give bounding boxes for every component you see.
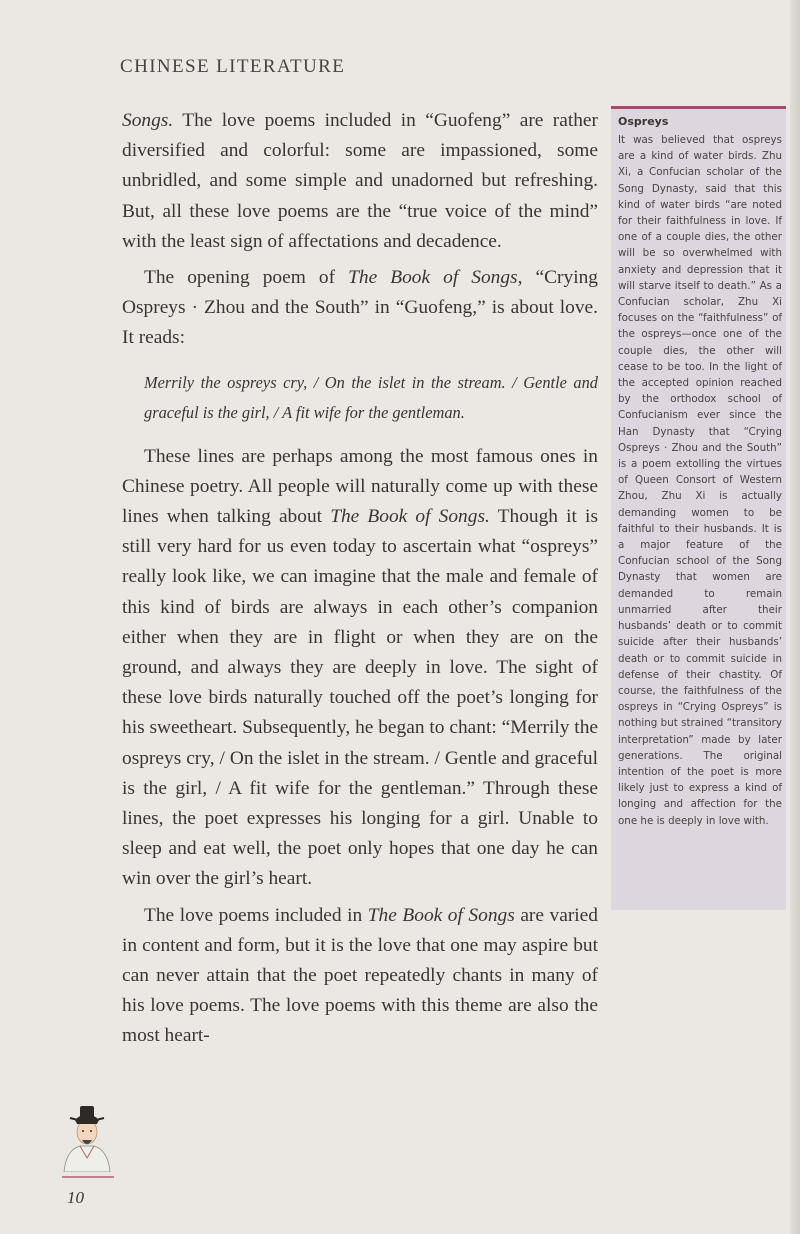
page-number: 10: [67, 1188, 84, 1207]
text-run: The opening poem of: [144, 267, 349, 289]
text-run: are varied in content and form, but it is the love that one may aspire but can never attain that the poet repeatedly chants in many of his love poems. The love poems with this theme are also the most heart-: [122, 904, 598, 1047]
paragraph-4: [122, 901, 598, 1052]
running-head: CHINESE LITERATURE: [120, 56, 346, 77]
footer-rule: [62, 1176, 114, 1178]
text-run: These lines are perhaps among the most famous ones in Chinese poetry. All people will naturally come up with these lines when talking about: [122, 445, 598, 528]
paragraph-3: [122, 442, 598, 895]
text-run: , “Crying Ospreys · Zhou and the South” in “Guofeng,” is about love. It reads:: [122, 267, 598, 349]
text-run: Though it is still very hard for us even today to ascertain what “ospreys” really look like, we can imagine that the male and female of this kind of birds are always in each other’s companion either when they are in flight or when they are on the ground, and always they are deeply in love. The sight of these love birds naturally touched off the poet’s longing for his sweetheart. Subsequently, he began to chant: “Merrily the ospreys cry, / On the islet in the stream. / Gentle and graceful is the girl, / A fit wife for the gentleman.” Through these lines, the poet expresses his longing for a girl. Unable to sleep and eat well, the poet only hopes that one day he can win over the girl’s heart.: [122, 506, 598, 890]
title-italic: Songs.: [122, 110, 174, 131]
main-text-column: [122, 106, 598, 1052]
text-run: The love poems included in “Guofeng” are rather diversified and colorful: some are impassioned, some unbridled, and some simple and unadorned but refreshing. But, all these love poems are the “true voice of the mind” with the least sign of affectations and decadence.: [122, 110, 598, 252]
title-italic: The Book of Songs: [367, 904, 515, 926]
sidebar-title: Ospreys: [618, 115, 669, 128]
sidebar-top-rule: [611, 106, 786, 109]
paragraph-2: [122, 263, 598, 354]
text-run: The love poems included in: [144, 904, 368, 926]
page-edge: [790, 0, 800, 1234]
paragraph-1: [122, 106, 598, 257]
sidebar-text: It was believed that ospreys are a kind of water birds. Zhu Xi, a Confucian scholar of the Song Dynasty, said that this kind of water birds “are noted for their faithfulness in love. If one of a couple dies, the other will be so overwhelmed with anxiety and depression that it will starve itself to death.” As a Confucian scholar, Zhu Xi focuses on the “faithfulness” of the ospreys—once one of the couple dies, the other will cease to be too. In the light of the accepted opinion reached by the orthodox school of Confucianism ever since the Han Dynasty that “Crying Ospreys · Zhou and the South” is a poem extolling the virtues of Queen Consort of Western Zhou, Zhu Xi is actually demanding women to be faithful to their husbands. It is a major feature of the Confucian school of the Song Dynasty that women are demanded to remain unmarried after their husbands’ death or to commit suicide after their husbands’ death or to commit suicide in defense of their chastity. Of course, the faithfulness of the ospreys in “Crying Ospreys” is nothing but strained “transitory interpretation” made by later generations. The original intention of the poet is more likely just to express a kind of longing and affection for the one he is deeply in love with.: [618, 134, 782, 827]
title-italic: The Book of Songs.: [330, 506, 490, 528]
scholar-portrait-icon: [58, 1098, 116, 1172]
poem-quote: Merrily the ospreys cry, / On the islet in the stream. / Gentle and graceful is the girl, / A fit wife for the gentleman.: [144, 372, 598, 422]
sidebar-note: [611, 106, 786, 910]
title-italic: The Book of Songs: [348, 267, 518, 289]
